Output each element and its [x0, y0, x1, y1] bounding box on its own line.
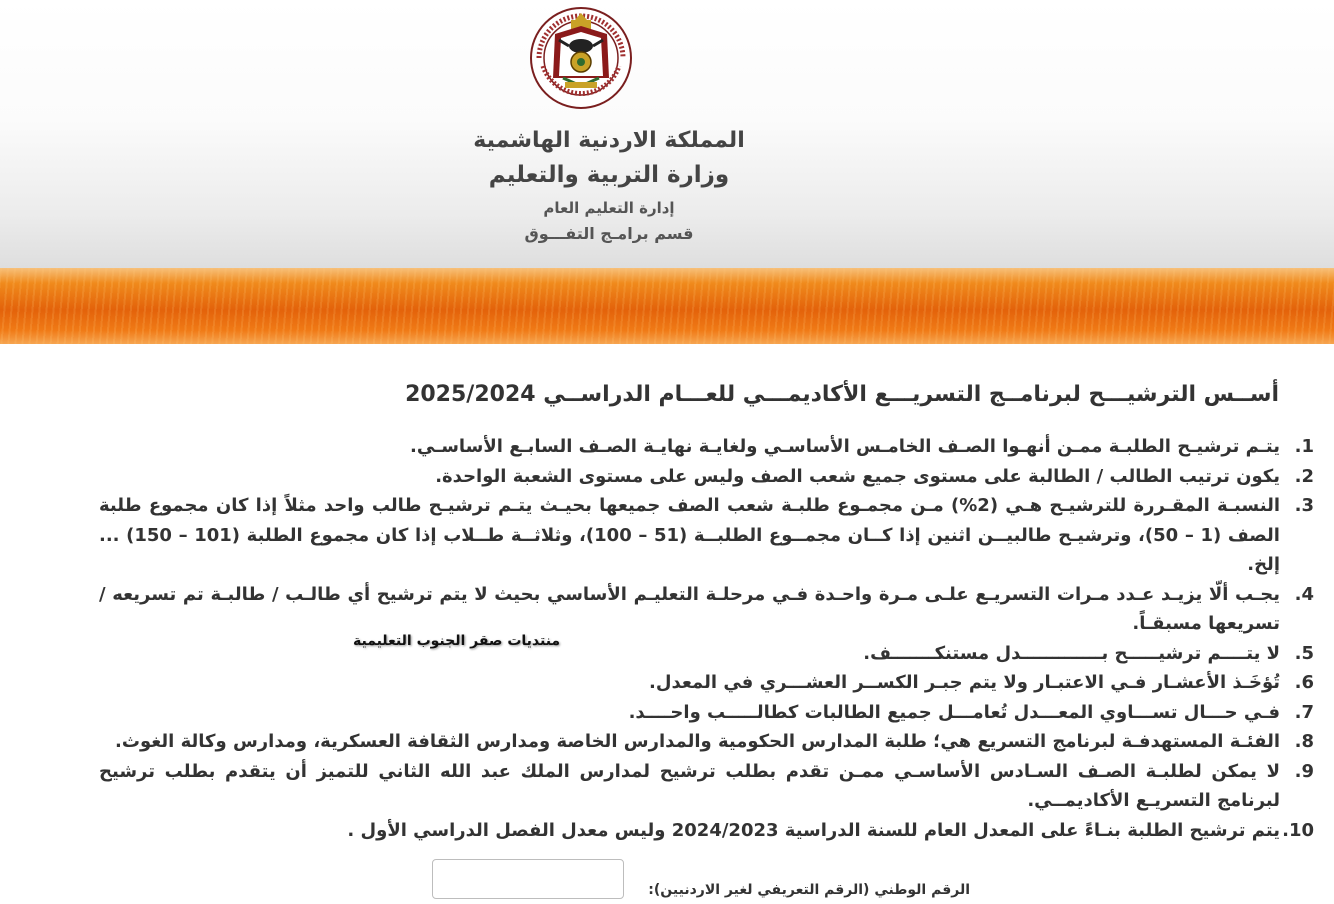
ministry-seal-logo — [529, 6, 633, 110]
item-text: الفئـة المستهدفـة لبرنامج التسريع هي؛ طلبة المدارس الحكومية والمدارس الخاصة ومدارس الثقافة العسكرية، ومدارس وكالة الغوث. — [115, 731, 1280, 752]
list-item — [99, 639, 1314, 669]
item-number: .5 — [1294, 642, 1314, 664]
list-item — [99, 757, 1314, 816]
item-number: .8 — [1294, 731, 1314, 752]
list-item — [99, 432, 1314, 462]
item-text: تُؤخَـذ الأعشـار فـي الاعتبـار ولا يتم جبـر الكســر العشـــري في المعدل. — [649, 672, 1280, 693]
list-item — [99, 698, 1314, 728]
forum-watermark: منتديات صقر الجنوب التعليمية — [353, 633, 561, 649]
item-text: يجـب ألّا يزيـد عـدد مـرات التسريـع علـى مـرة واحـدة فـي مرحلـة التعليـم الأساسي بحيث لا يتم ترشيح أي طالـب / طالبـة تم تسريعه / تسريعها مسبقـاً. — [99, 583, 1280, 634]
item-text: يتم ترشيح الطلبة بنـاءً على المعدل العام للسنة الدراسية 2024/2023 وليس معدل الفصل الدراسي الأول . — [347, 819, 1280, 841]
list-item — [99, 727, 1314, 757]
item-text: لا يمكن لطلبـة الصـف السـادس الأساسـي ممـن تقدم بطلب ترشيح لمدارس الملك عبد الله الثاني للتميز أن يتقدم بطلب ترشيح لبرنامج التسريـع الأكاديمــي. — [99, 760, 1280, 811]
national-id-input[interactable] — [432, 859, 624, 899]
list-item — [99, 462, 1314, 492]
item-number: .2 — [1294, 465, 1314, 487]
item-number: .9 — [1294, 760, 1314, 782]
orange-banner — [0, 268, 1334, 344]
kingdom-name: المملكة الاردنية الهاشمية — [473, 128, 745, 153]
item-text: يكون ترتيب الطالب / الطالبة على مستوى جميع شعب الصف وليس على مستوى الشعبة الواحدة. — [435, 465, 1280, 487]
item-number: .7 — [1294, 701, 1314, 723]
list-item — [99, 491, 1314, 580]
header — [0, 0, 1334, 268]
item-text: فـي حـــال تســـاوي المعـــدل تُعامـــل جميع الطالبات كطالـــــب واحــــد. — [628, 701, 1280, 723]
criteria-list — [99, 432, 1314, 845]
item-number: .10 — [1282, 819, 1314, 841]
national-id-label: الرقم الوطني (الرقم التعريفي لغير الاردنيين): — [648, 882, 970, 898]
item-text: لا يتــــم ترشيـــــح بـــــــــــــدل مستنكـــــــف. — [863, 642, 1280, 664]
item-text: النسبـة المقـررة للترشيـح هـي (2%) مـن مجمـوع طلبـة شعب الصف جميعها بحيـث يتـم ترشيـح طالب واحد مثلاً إذا كان مجموع طلبة الصف (1 – 50)، وترشيـح طالبيــن اثنين إذا كــان مجمــوع الطلبــة (51 – 100)، وثلاثــة طــلاب إذا كان مجموع الطلبة (101 – 150) ... إلخ. — [99, 495, 1280, 575]
section-name: قسم برامـج التفـــوق — [524, 224, 694, 243]
list-item — [99, 580, 1314, 639]
main-content — [0, 344, 1334, 904]
item-number: .1 — [1294, 436, 1314, 457]
item-text: يتـم ترشيـح الطلبـة ممـن أنهـوا الصـف الخامـس الأساسـي ولغايـة نهايـة الصـف السابـع الأساسـي. — [410, 436, 1280, 457]
item-number: .4 — [1294, 583, 1314, 605]
department-name: إدارة التعليم العام — [543, 199, 675, 217]
item-number: .6 — [1294, 672, 1314, 693]
list-item — [99, 816, 1314, 846]
item-number: .3 — [1294, 495, 1314, 516]
page-title: أســس الترشيـــح لبرنامــج التسريـــع الأكاديمـــي للعـــام الدراســي 2025/2024 — [405, 382, 1279, 407]
ministry-name: وزارة التربية والتعليم — [488, 162, 730, 188]
list-item — [99, 668, 1314, 698]
